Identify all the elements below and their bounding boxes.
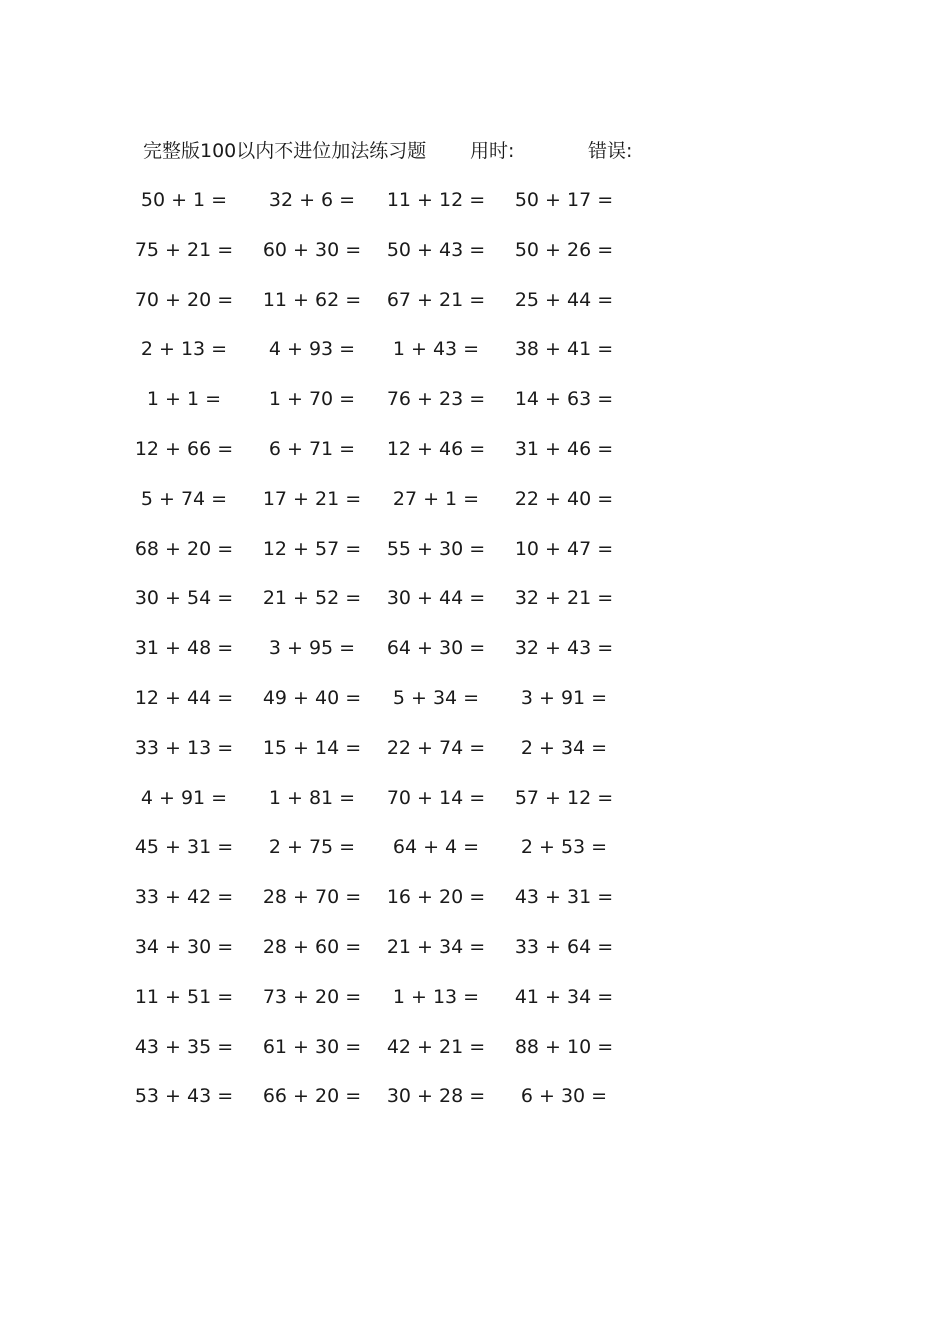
problem-item: 30 + 28 = <box>386 1085 486 1108</box>
problem-item: 22 + 40 = <box>514 487 614 510</box>
problem-item: 11 + 12 = <box>386 189 486 211</box>
problem-item: 1 + 1 = <box>146 388 222 411</box>
problem-row <box>0 285 950 335</box>
problem-item: 1 + 81 = <box>268 786 356 809</box>
problem-item: 2 + 75 = <box>268 836 356 859</box>
problem-item: 50 + 43 = <box>386 238 486 261</box>
problem-item: 43 + 35 = <box>134 1035 234 1058</box>
problem-item: 12 + 57 = <box>262 537 362 560</box>
problem-item: 64 + 4 = <box>392 836 480 859</box>
problem-item: 41 + 34 = <box>514 985 614 1008</box>
problem-item: 32 + 6 = <box>268 189 356 211</box>
problem-item: 55 + 30 = <box>386 537 486 560</box>
problem-item: 43 + 31 = <box>514 886 614 909</box>
problem-item: 1 + 70 = <box>268 388 356 411</box>
problem-row <box>0 932 950 982</box>
problem-item: 28 + 60 = <box>262 935 362 958</box>
problem-item: 33 + 13 = <box>134 736 234 759</box>
problem-item: 76 + 23 = <box>386 388 486 411</box>
problem-row <box>0 783 950 833</box>
problem-item: 15 + 14 = <box>262 736 362 759</box>
problem-item: 70 + 14 = <box>386 786 486 809</box>
problem-item: 27 + 1 = <box>392 487 480 510</box>
problem-item: 32 + 21 = <box>514 587 614 610</box>
problem-item: 33 + 42 = <box>134 886 234 909</box>
problem-item: 4 + 93 = <box>268 338 356 361</box>
problem-item: 10 + 47 = <box>514 537 614 560</box>
problem-item: 64 + 30 = <box>386 637 486 660</box>
worksheet-title: 完整版100以内不进位加法练习题 <box>143 140 427 162</box>
problem-item: 67 + 21 = <box>386 288 486 311</box>
problem-item: 11 + 62 = <box>262 288 362 311</box>
problem-item: 50 + 17 = <box>514 189 614 211</box>
problem-item: 50 + 26 = <box>514 238 614 261</box>
problem-item: 2 + 34 = <box>520 736 608 759</box>
problem-item: 30 + 54 = <box>134 587 234 610</box>
problem-item: 21 + 34 = <box>386 935 486 958</box>
problem-row <box>0 185 950 235</box>
problem-item: 57 + 12 = <box>514 786 614 809</box>
error-label: 错误: <box>588 140 633 162</box>
problem-item: 17 + 21 = <box>262 487 362 510</box>
problem-grid <box>0 185 950 1131</box>
problem-row <box>0 583 950 633</box>
problem-item: 34 + 30 = <box>134 935 234 958</box>
problem-item: 2 + 13 = <box>140 338 228 361</box>
problem-row <box>0 334 950 384</box>
problem-item: 31 + 46 = <box>514 437 614 460</box>
problem-item: 70 + 20 = <box>134 288 234 311</box>
problem-item: 50 + 1 = <box>140 189 228 211</box>
problem-row <box>0 434 950 484</box>
problem-row <box>0 384 950 434</box>
problem-item: 3 + 95 = <box>268 637 356 660</box>
problem-row <box>0 633 950 683</box>
problem-row <box>0 733 950 783</box>
problem-item: 38 + 41 = <box>514 338 614 361</box>
problem-item: 75 + 21 = <box>134 238 234 261</box>
problem-item: 6 + 30 = <box>520 1085 608 1108</box>
problem-item: 3 + 91 = <box>520 686 608 709</box>
problem-row <box>0 235 950 285</box>
problem-item: 28 + 70 = <box>262 886 362 909</box>
problem-item: 73 + 20 = <box>262 985 362 1008</box>
problem-item: 68 + 20 = <box>134 537 234 560</box>
problem-item: 30 + 44 = <box>386 587 486 610</box>
problem-item: 12 + 46 = <box>386 437 486 460</box>
problem-row <box>0 982 950 1032</box>
problem-item: 1 + 13 = <box>392 985 480 1008</box>
problem-row <box>0 1081 950 1131</box>
problem-item: 61 + 30 = <box>262 1035 362 1058</box>
problem-item: 4 + 91 = <box>140 786 228 809</box>
problem-row <box>0 484 950 534</box>
problem-item: 21 + 52 = <box>262 587 362 610</box>
time-label: 用时: <box>470 140 515 162</box>
problem-item: 45 + 31 = <box>134 836 234 859</box>
problem-item: 5 + 34 = <box>392 686 480 709</box>
problem-item: 22 + 74 = <box>386 736 486 759</box>
problem-item: 12 + 44 = <box>134 686 234 709</box>
problem-item: 32 + 43 = <box>514 637 614 660</box>
problem-item: 31 + 48 = <box>134 637 234 660</box>
problem-row <box>0 832 950 882</box>
problem-item: 49 + 40 = <box>262 686 362 709</box>
problem-item: 12 + 66 = <box>134 437 234 460</box>
problem-row <box>0 534 950 584</box>
problem-item: 2 + 53 = <box>520 836 608 859</box>
problem-item: 66 + 20 = <box>262 1085 362 1108</box>
problem-row <box>0 683 950 733</box>
problem-item: 42 + 21 = <box>386 1035 486 1058</box>
problem-item: 33 + 64 = <box>514 935 614 958</box>
problem-item: 60 + 30 = <box>262 238 362 261</box>
problem-item: 25 + 44 = <box>514 288 614 311</box>
problem-item: 88 + 10 = <box>514 1035 614 1058</box>
problem-row <box>0 882 950 932</box>
problem-item: 53 + 43 = <box>134 1085 234 1108</box>
problem-item: 6 + 71 = <box>268 437 356 460</box>
problem-item: 5 + 74 = <box>140 487 228 510</box>
problem-item: 14 + 63 = <box>514 388 614 411</box>
problem-row <box>0 1032 950 1082</box>
problem-item: 16 + 20 = <box>386 886 486 909</box>
problem-item: 11 + 51 = <box>134 985 234 1008</box>
problem-item: 1 + 43 = <box>392 338 480 361</box>
